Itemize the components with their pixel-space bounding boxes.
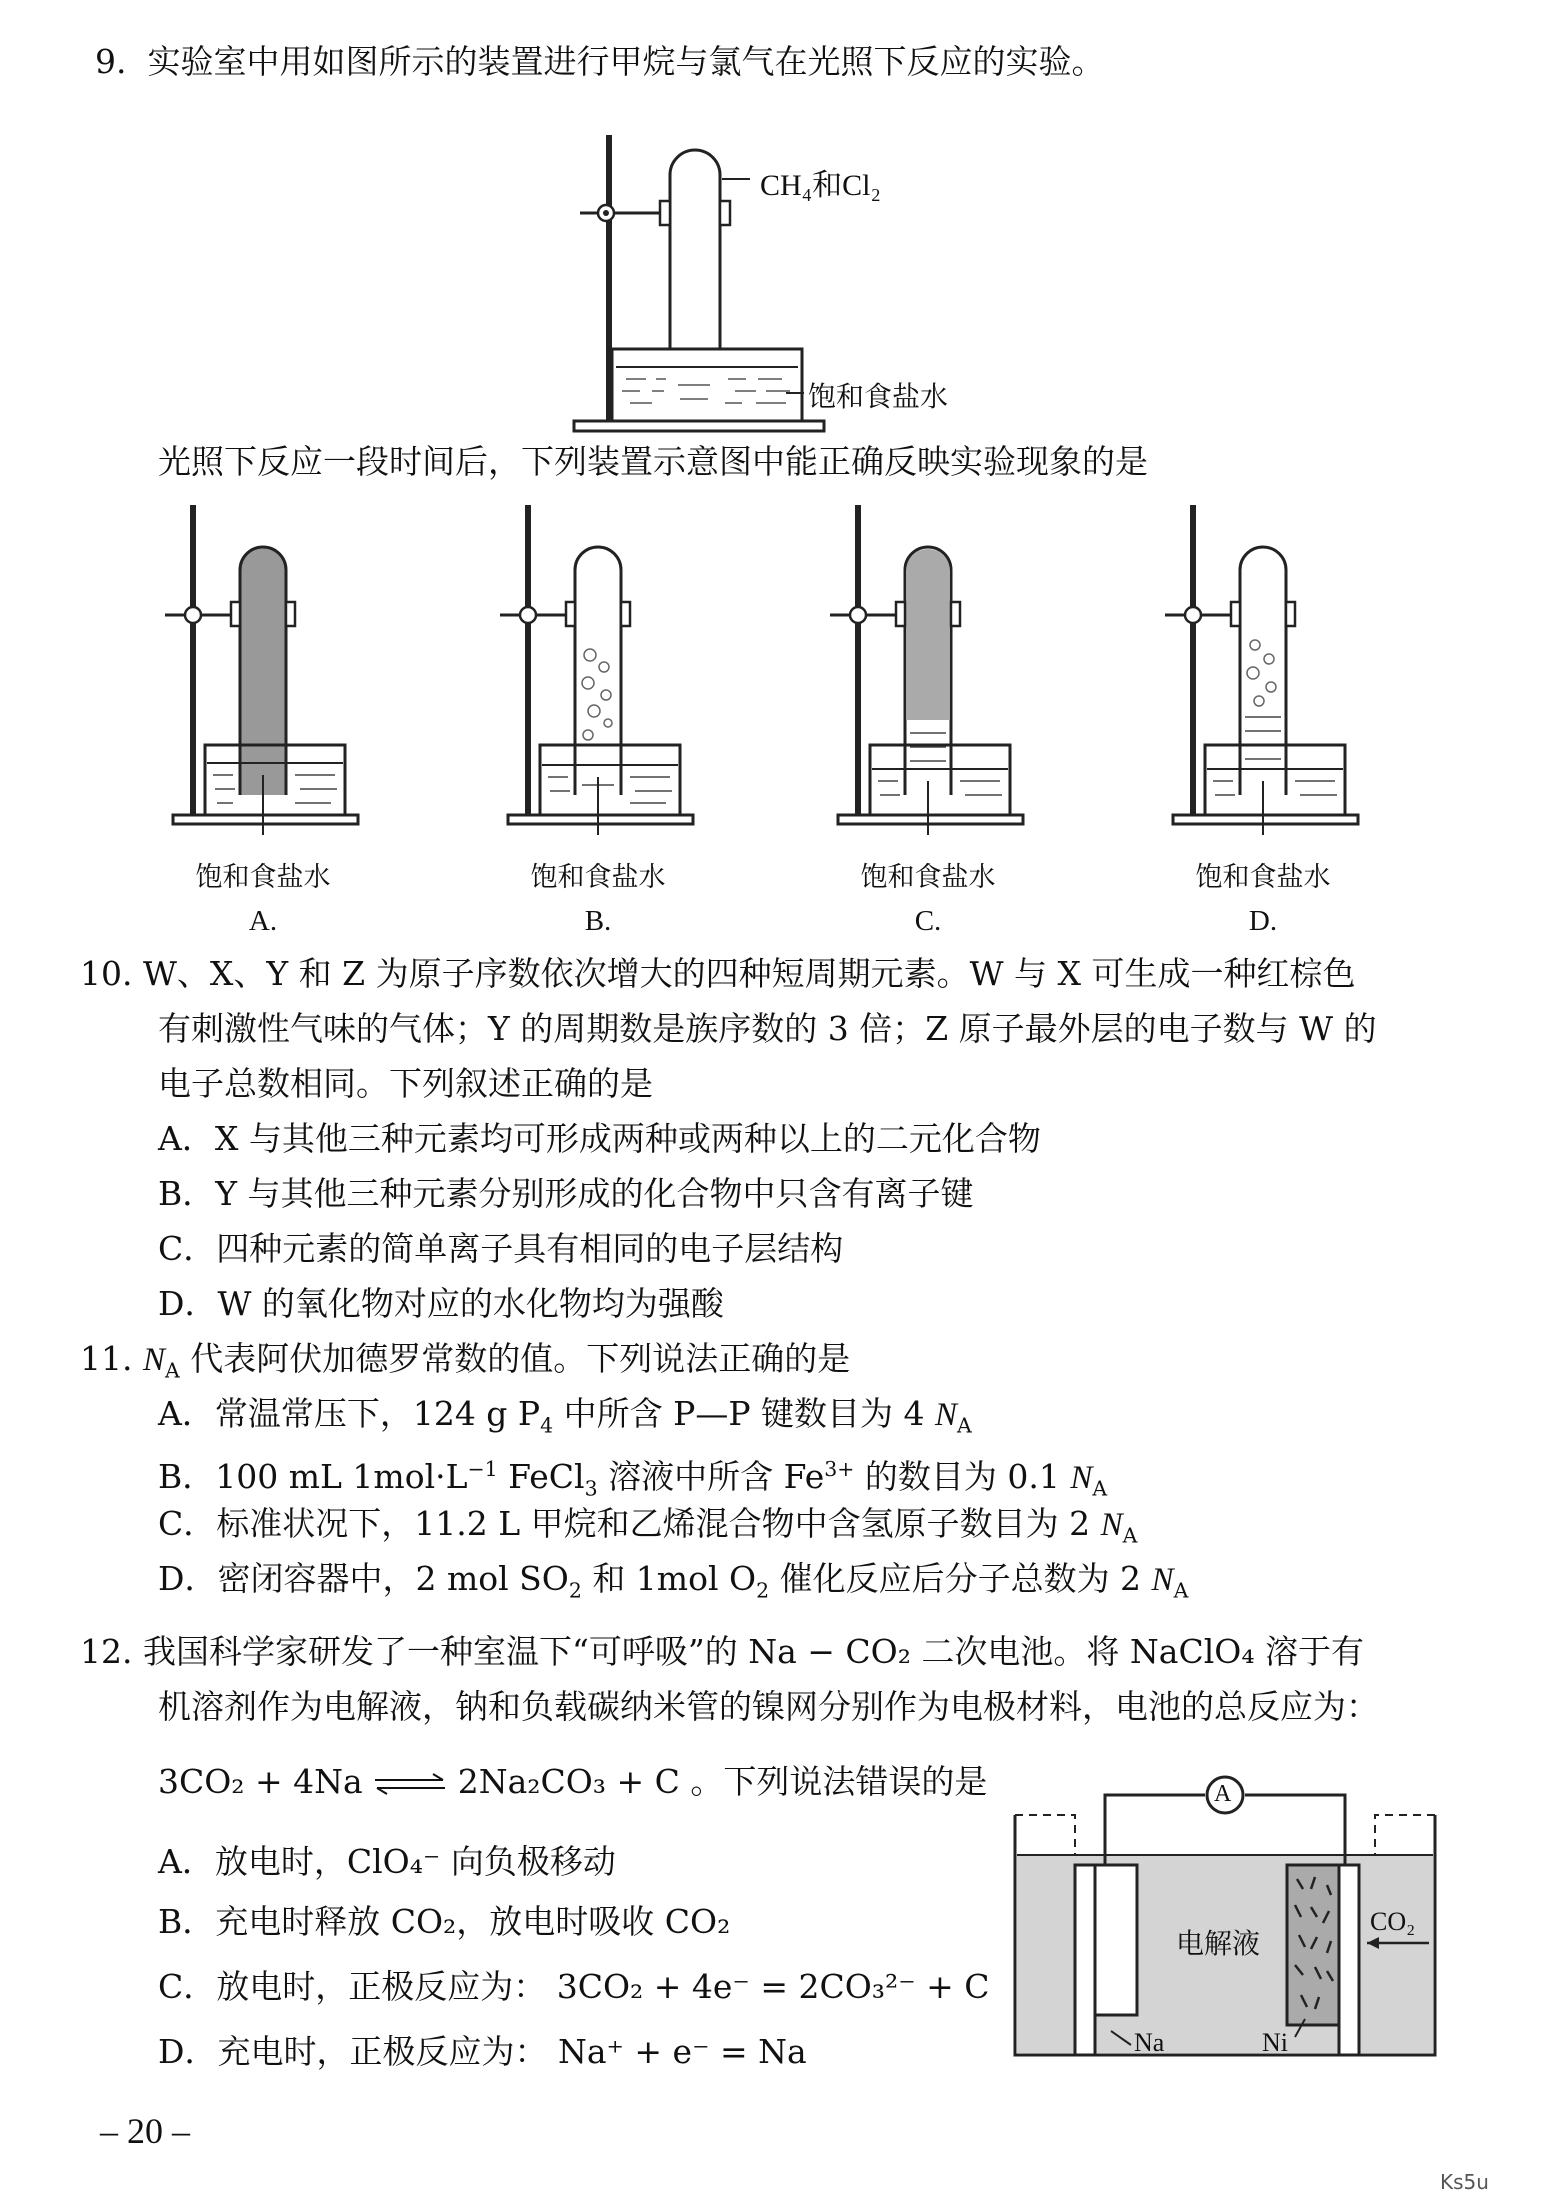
- q11-c-na: N: [1100, 1507, 1123, 1543]
- q12-stem-line2: 机溶剂作为电解液，钠和负载碳纳米管的镍网分别作为电极材料，电池的总反应为：: [158, 1687, 1379, 1726]
- q12-na-label: Na: [1134, 2028, 1165, 2057]
- q9-option-a-caption: 饱和食盐水: [195, 862, 331, 893]
- q12-option-a: A．放电时，ClO₄⁻ 向负极移动: [158, 1842, 616, 1881]
- q9-option-d-figure: [1155, 505, 1365, 835]
- q12-equation-line: [158, 1760, 987, 1804]
- q11-c-na-sub: A: [1122, 1523, 1138, 1548]
- q10-stem-text-1: W、X、Y 和 Z 为原子序数依次增大的四种短周期元素。W 与 X 可生成一种红棕色: [142, 954, 1356, 993]
- q11-a-na: N: [935, 1397, 958, 1433]
- q9-liquid-label: 饱和食盐水: [808, 380, 949, 413]
- q11-a-sub: 4: [540, 1413, 554, 1438]
- q12-stem-tail: 。下列说法错误的是: [690, 1762, 988, 1801]
- q11-b-part1: B．100 mL 1mol·L: [158, 1457, 468, 1496]
- q9-option-d-caption: 饱和食盐水: [1195, 862, 1331, 893]
- q9-prompt: 光照下反应一段时间后，下列装置示意图中能正确反映实验现象的是: [158, 442, 1148, 481]
- q11-d-part2: 和 1mol O: [581, 1559, 757, 1598]
- q9-stem-text: 实验室中用如图所示的装置进行甲烷与氯气在光照下反应的实验。: [147, 42, 1105, 81]
- q12-option-c: C．放电时，正极反应为： 3CO₂ + 4e⁻ = 2CO₃²⁻ + C: [158, 1967, 990, 2006]
- q12-ni-label: Ni: [1262, 2028, 1288, 2057]
- q11-option-c: [158, 1502, 1137, 1558]
- q9-option-d-letter: D.: [1248, 905, 1278, 937]
- q12-electrolyte-label: 电解液: [1176, 1927, 1261, 1960]
- q11-d-sub1: 2: [568, 1578, 582, 1603]
- q11-stem: [80, 1337, 850, 1393]
- q12-eq-right: 2Na₂CO₃ + C: [457, 1762, 680, 1801]
- q12-option-b: B．充电时释放 CO₂，放电时吸收 CO₂: [158, 1902, 731, 1941]
- q9-gas-label: CH₄和Cl₂: [760, 169, 881, 202]
- q9-option-c-letter: C.: [914, 905, 942, 937]
- q12-stem-text-1: 我国科学家研发了一种室温下“可呼吸”的 Na − CO₂ 二次电池。将 NaClO₄ 溶于有: [142, 1632, 1365, 1671]
- q12-co2-label: CO₂: [1370, 1907, 1416, 1936]
- q9-number: 9.: [95, 42, 127, 81]
- q10-option-b: B．Y 与其他三种元素分别形成的化合物中只含有离子键: [158, 1174, 974, 1213]
- q11-number: 11.: [80, 1339, 133, 1378]
- q11-b-part3: 溶液中所含 Fe: [597, 1457, 825, 1496]
- q11-c-part1: C．标准状况下，11.2 L 甲烷和乙烯混合物中含氢原子数目为 2: [158, 1504, 1101, 1543]
- q11-na-sub: A: [165, 1358, 180, 1383]
- q11-option-a: [158, 1392, 972, 1448]
- q11-b-part4: 的数目为 0.1: [854, 1457, 1071, 1496]
- q9-option-c-caption: 饱和食盐水: [860, 862, 996, 893]
- q11-a-part2: 中所含 P—P 键数目为 4: [553, 1394, 936, 1433]
- q11-d-na-sub: A: [1173, 1578, 1189, 1603]
- q11-a-na-sub: A: [957, 1413, 972, 1438]
- q11-b-na-sub: A: [1092, 1476, 1108, 1501]
- q9-stem: [95, 40, 1104, 84]
- q11-d-part1: D．密闭容器中，2 mol SO: [158, 1559, 569, 1598]
- q9-option-b-figure: [490, 505, 700, 835]
- q11-d-na: N: [1151, 1562, 1174, 1598]
- q9-option-a-letter: A.: [248, 905, 278, 937]
- q11-b-sup: −1: [467, 1457, 498, 1481]
- watermark: Ks5u: [1440, 2170, 1489, 2194]
- q11-na-symbol: N: [142, 1342, 165, 1378]
- q10-option-c: C．四种元素的简单离子具有相同的电子层结构: [158, 1229, 844, 1268]
- q11-option-d: [158, 1557, 1188, 1613]
- q11-b-sub: 3: [584, 1476, 598, 1501]
- q9-option-b-caption: 饱和食盐水: [530, 862, 666, 893]
- q11-b-part2: FeCl: [497, 1457, 585, 1496]
- page-number: – 20 –: [100, 2111, 190, 2151]
- q12-number: 12.: [80, 1632, 133, 1671]
- q11-d-part3: 催化反应后分子总数为 2: [769, 1559, 1152, 1598]
- q10-stem-line2: 有刺激性气味的气体；Y 的周期数是族序数的 3 倍；Z 原子最外层的电子数与 W 的: [158, 1009, 1377, 1048]
- q10-stem-line1: [80, 952, 1355, 996]
- q9-option-c-figure: [820, 505, 1030, 835]
- q10-stem-line3: 电子总数相同。下列叙述正确的是: [158, 1064, 653, 1103]
- q11-a-part1: A．常温常压下，124 g P: [158, 1394, 541, 1433]
- q10-option-d: D．W 的氧化物对应的水化物均为强酸: [158, 1284, 724, 1323]
- q12-stem-line1: [80, 1630, 1364, 1674]
- q12-ammeter-label: A: [1214, 1781, 1232, 1807]
- q10-option-a: A．X 与其他三种元素均可形成两种或两种以上的二元化合物: [158, 1119, 1041, 1158]
- q11-d-sub2: 2: [756, 1578, 770, 1603]
- q12-option-d: D．充电时，正极反应为： Na⁺ + e⁻ = Na: [158, 2032, 807, 2071]
- q11-b-sup2: 3+: [824, 1457, 855, 1481]
- q9-option-b-letter: B.: [584, 905, 612, 937]
- q11-b-na: N: [1070, 1460, 1093, 1496]
- q9-option-a-figure: [155, 505, 365, 835]
- q12-reversible-arrow: [373, 1772, 447, 1796]
- q10-number: 10.: [80, 954, 133, 993]
- q12-eq-left: 3CO₂ + 4Na: [158, 1762, 363, 1801]
- q11-stem-text: 代表阿伏加德罗常数的值。下列说法正确的是: [179, 1339, 851, 1378]
